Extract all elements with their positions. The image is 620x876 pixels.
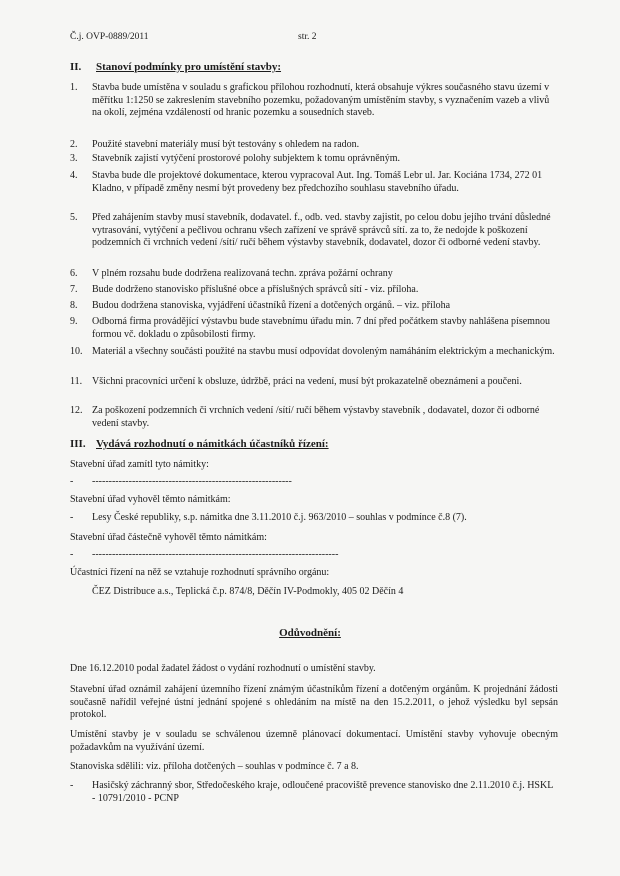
condition-number: 5. bbox=[70, 212, 78, 223]
condition-text: Za poškození podzemních či vrchních vedení /sítí/ ručí během výstavby stavebník , dodavatel, dozor či odborné vedení stavby. bbox=[92, 405, 540, 429]
section-2-title: Stanoví podmínky pro umístění stavby: bbox=[96, 61, 282, 73]
condition-number: 12. bbox=[70, 405, 83, 416]
partial-objections-label: Stavební úřad částečně vyhověl těmto námitkám: bbox=[70, 532, 267, 543]
section-2-heading bbox=[70, 61, 281, 73]
statement-item bbox=[70, 780, 558, 805]
condition-text: Před zahájením stavby musí stavebník, dodavatel. f., odb. ved. stavby zajistit, po celou dobu jejího trvání důsledné vytrasování, vytýčení a pečlivou ochranu všech zařízení ve správě správců sítí. za to, že nedojde k poškození podzemních či vrchních vedení /sítí/ ručí během výstavby stavebník, dodavatel, dozor či odborné vedení stavby. bbox=[92, 212, 551, 249]
reasoning-title: Odůvodnění: bbox=[279, 627, 341, 639]
condition-number: 10. bbox=[70, 346, 83, 357]
section-3-number: III. bbox=[70, 438, 86, 450]
partial-objections-rule: -------------------------------------------------------------------------- bbox=[92, 549, 339, 560]
condition-item bbox=[70, 268, 558, 281]
condition-text: Bude dodrženo stanovisko příslušné obce a příslušných správců sítí - viz. příloha. bbox=[92, 284, 419, 295]
reasoning-paragraph: Stanoviska sdělili: viz. příloha dotčených – souhlas v podmínce č. 7 a 8. bbox=[70, 761, 359, 772]
condition-item bbox=[70, 376, 558, 389]
reasoning-paragraph: Dne 16.12.2010 podal žadatel žádost o vydání rozhodnutí o umístění stavby. bbox=[70, 663, 376, 674]
condition-number: 6. bbox=[70, 268, 78, 279]
accepted-objections-label: Stavební úřad vyhověl těmto námitkám: bbox=[70, 494, 231, 505]
list-dash: - bbox=[70, 512, 74, 523]
condition-number: 4. bbox=[70, 170, 78, 181]
condition-item bbox=[70, 82, 558, 120]
reasoning-paragraph: Stavební úřad oznámil zahájení územního řízení známým účastníkům řízení a dotčeným orgánům. K projednání žádosti současně nařídil veřejné ústní jednání spojené s ohledáním na místě na den 15.2.2011, o jehož výsledku byl sepsán protokol. bbox=[70, 684, 558, 721]
condition-text: Budou dodržena stanoviska, vyjádření účastníků řízení a dotčených orgánů. – viz. příloha bbox=[92, 300, 451, 311]
accepted-objection-item bbox=[70, 512, 558, 525]
page-number: str. 2 bbox=[298, 32, 317, 42]
condition-item bbox=[70, 139, 558, 152]
reasoning-paragraph: Umístění stavby je v souladu se schválenou územně plánovací dokumentací. Umístění stavby vyhovuje obecným požadavkům na využívání území. bbox=[70, 729, 558, 753]
condition-item bbox=[70, 153, 558, 166]
condition-item bbox=[70, 316, 558, 341]
condition-text: Stavba bude umístěna v souladu s grafickou přílohou rozhodnutí, která obsahuje výkres současného stavu území v měřítku 1:1250 se zakreslením stavebního pozemku, požadovaným umístěním stavby, s vyznačením vazeb a vlivů na okolí, zejména vzdáleností od hranic pozemku a sousedních staveb. bbox=[92, 82, 550, 119]
section-3-heading bbox=[70, 438, 329, 450]
rejected-objections-rule: ------------------------------------------------------------ bbox=[92, 476, 292, 487]
condition-text: Použité stavební materiály musí být testovány s ohledem na radon. bbox=[92, 139, 360, 150]
condition-item bbox=[70, 405, 558, 430]
rejected-objections-entry bbox=[70, 476, 558, 489]
accepted-objection-text: Lesy České republiky, s.p. námitka dne 3.11.2010 č.j. 963/2010 – souhlas v podmínce č.8 (7). bbox=[92, 512, 467, 523]
condition-item bbox=[70, 300, 558, 313]
condition-text: V plném rozsahu bude dodržena realizovaná techn. zpráva požární ochrany bbox=[92, 268, 393, 279]
reference-number: Č.j. OVP-0889/2011 bbox=[70, 32, 149, 42]
list-dash: - bbox=[70, 549, 74, 560]
condition-number: 7. bbox=[70, 284, 78, 295]
condition-number: 3. bbox=[70, 153, 78, 164]
condition-item bbox=[70, 346, 558, 359]
partial-objections-entry bbox=[70, 549, 558, 562]
condition-item bbox=[70, 212, 558, 250]
condition-text: Stavba bude dle projektové dokumentace, kterou vypracoval Aut. Ing. Tomáš Lebr ul. Jar. Kociána 1734, 272 01 Kladno, v případě změny nesmí být provedeny bez předchozího souhlasu stavebního úřadu. bbox=[92, 170, 543, 194]
condition-text: Materiál a všechny součásti použité na stavbu musí odpovídat dovoleným namáháním elektrickým a mechanickým. bbox=[92, 346, 555, 357]
condition-number: 8. bbox=[70, 300, 78, 311]
statement-text: Hasičský záchranný sbor, Středočeského kraje, odloučené pracoviště prevence stanovisko dne 2.11.2010 č.j. HSKL - 10791/2010 - PCNP bbox=[92, 780, 553, 804]
rejected-objections-label: Stavební úřad zamítl tyto námitky: bbox=[70, 459, 209, 470]
condition-number: 1. bbox=[70, 82, 78, 93]
condition-item bbox=[70, 170, 558, 195]
condition-text: Stavebník zajistí vytýčení prostorové polohy subjektem k tomu oprávněným. bbox=[92, 153, 401, 164]
section-3-title: Vydává rozhodnutí o námitkách účastníků řízení: bbox=[96, 438, 329, 450]
participant-entry: ČEZ Distribuce a.s., Teplická č.p. 874/8, Děčín IV-Podmokly, 405 02 Děčín 4 bbox=[92, 586, 404, 597]
condition-item bbox=[70, 284, 558, 297]
condition-number: 11. bbox=[70, 376, 83, 387]
condition-text: Všichni pracovníci určení k obsluze, údržbě, práci na vedení, musí být prokazatelně obeznámeni a poučeni. bbox=[92, 376, 522, 387]
condition-number: 2. bbox=[70, 139, 78, 150]
condition-number: 9. bbox=[70, 316, 78, 327]
list-dash: - bbox=[70, 780, 74, 791]
condition-text: Odborná firma provádějící výstavbu bude stavebnímu úřadu min. 7 dní před počátkem stavby nahlášena písemnou formou vč. dokladu o způsobilosti firmy. bbox=[92, 316, 550, 340]
list-dash: - bbox=[70, 476, 74, 487]
participants-label: Účastníci řízení na něž se vztahuje rozhodnutí správního orgánu: bbox=[70, 567, 330, 578]
section-2-number: II. bbox=[70, 61, 82, 73]
